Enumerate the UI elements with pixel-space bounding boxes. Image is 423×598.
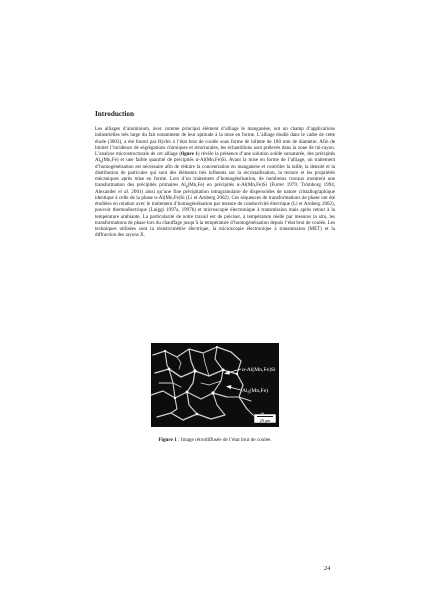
section-heading: Introduction	[95, 110, 135, 118]
body-text-part-4: (Mn,Fe) en précipités α-Al(Mn,Fe)Si (Furrer 1979, Trömborg 1994, Alexander	[95, 182, 336, 195]
alpha-phase-label: α-Al(Mn,Fe)Si	[242, 367, 276, 373]
body-text-part-3: (Mn,Fe) et une faible quantité de précipités α-Al(Mn,Fe)Si. Avant la mise en forme de l’alliage, un traitement d’homogénéisation est nécessaire afin de réduire la concentration en manganèse et contrôler la taille, la densité et la distribution de particules qui sont des éléments très influents sur la recristallisation, la texture et les propriétés mécaniques après mise en forme. Lors d’un traitement d’homogénéisation, de nombreux travaux montrent une transformation des précipités primaires Al	[95, 157, 335, 189]
scale-bar-label: 20 μm	[259, 418, 271, 423]
caption-text: : Image rétrodiffusée de l’état brut de coulée.	[176, 437, 272, 443]
caption-label: Figure 1	[158, 437, 177, 443]
al6-phase-label: $Al_6(Mn,Fe)$	[242, 388, 268, 395]
body-text-part-2: ) révèle la présence d’une solution solide sursaturée, des précipités Al	[95, 151, 335, 164]
subscript-6: 6	[100, 160, 102, 165]
et-al: et al.	[118, 188, 130, 195]
figure-reference: figure 1	[181, 151, 198, 157]
micrograph-figure	[151, 343, 279, 427]
page-number: 24	[324, 565, 331, 572]
body-paragraph	[95, 126, 335, 239]
body-text-part-5: 2001) ainsi qu’une fine précipitation intragranulaire de dispersoïdes de nature cristallographique identique à celle de la phase α-Al(Mn,Fe)Si (Li et Arnberg 2002). Ces séquences de transformations de phase ont été étudiées en relation avec le traitement d’homogénéisation par mesure de conductivité électrique (Li et Arnberg 2002), pouvoir thermoélectrique (Luiggi 1997a, 1997b) et microscopie électronique à transmission mais après retour à la température ambiante. La particularité de notre travail est de préciser, à température réelle par mesures in situ, les transformations de phase lors du chauffage jusqu’à la température d’homogénéisation depuis l’état brut de coulée. Les techniques utilisées sont la résistivimétrie électrique, la microscopie électronique à transmission (MET) et la diffraction des rayons X.	[95, 188, 336, 239]
body-text-part-1: Les alliages d’aluminium, avec comme principal élément d’alliage le manganèse, ont un champ d’applications industrielles très large du fait notamment de leur aptitude à la mise en forme. L’alliage étudié dans le cadre de cette étude (3003), a été fourni par Hydro à l’état brut de coulée sous forme de billette de 180 mm de diamètre. Afin de limiter l’incidence de ségrégations chimiques et structurales, les échantillons sont prélevés dans la zone de mi-rayon. L’analyse microstructurale de cet alliage (	[95, 126, 335, 157]
figure-caption	[95, 437, 335, 443]
subscript-6: 6	[185, 185, 188, 190]
micrograph-image	[151, 343, 279, 427]
